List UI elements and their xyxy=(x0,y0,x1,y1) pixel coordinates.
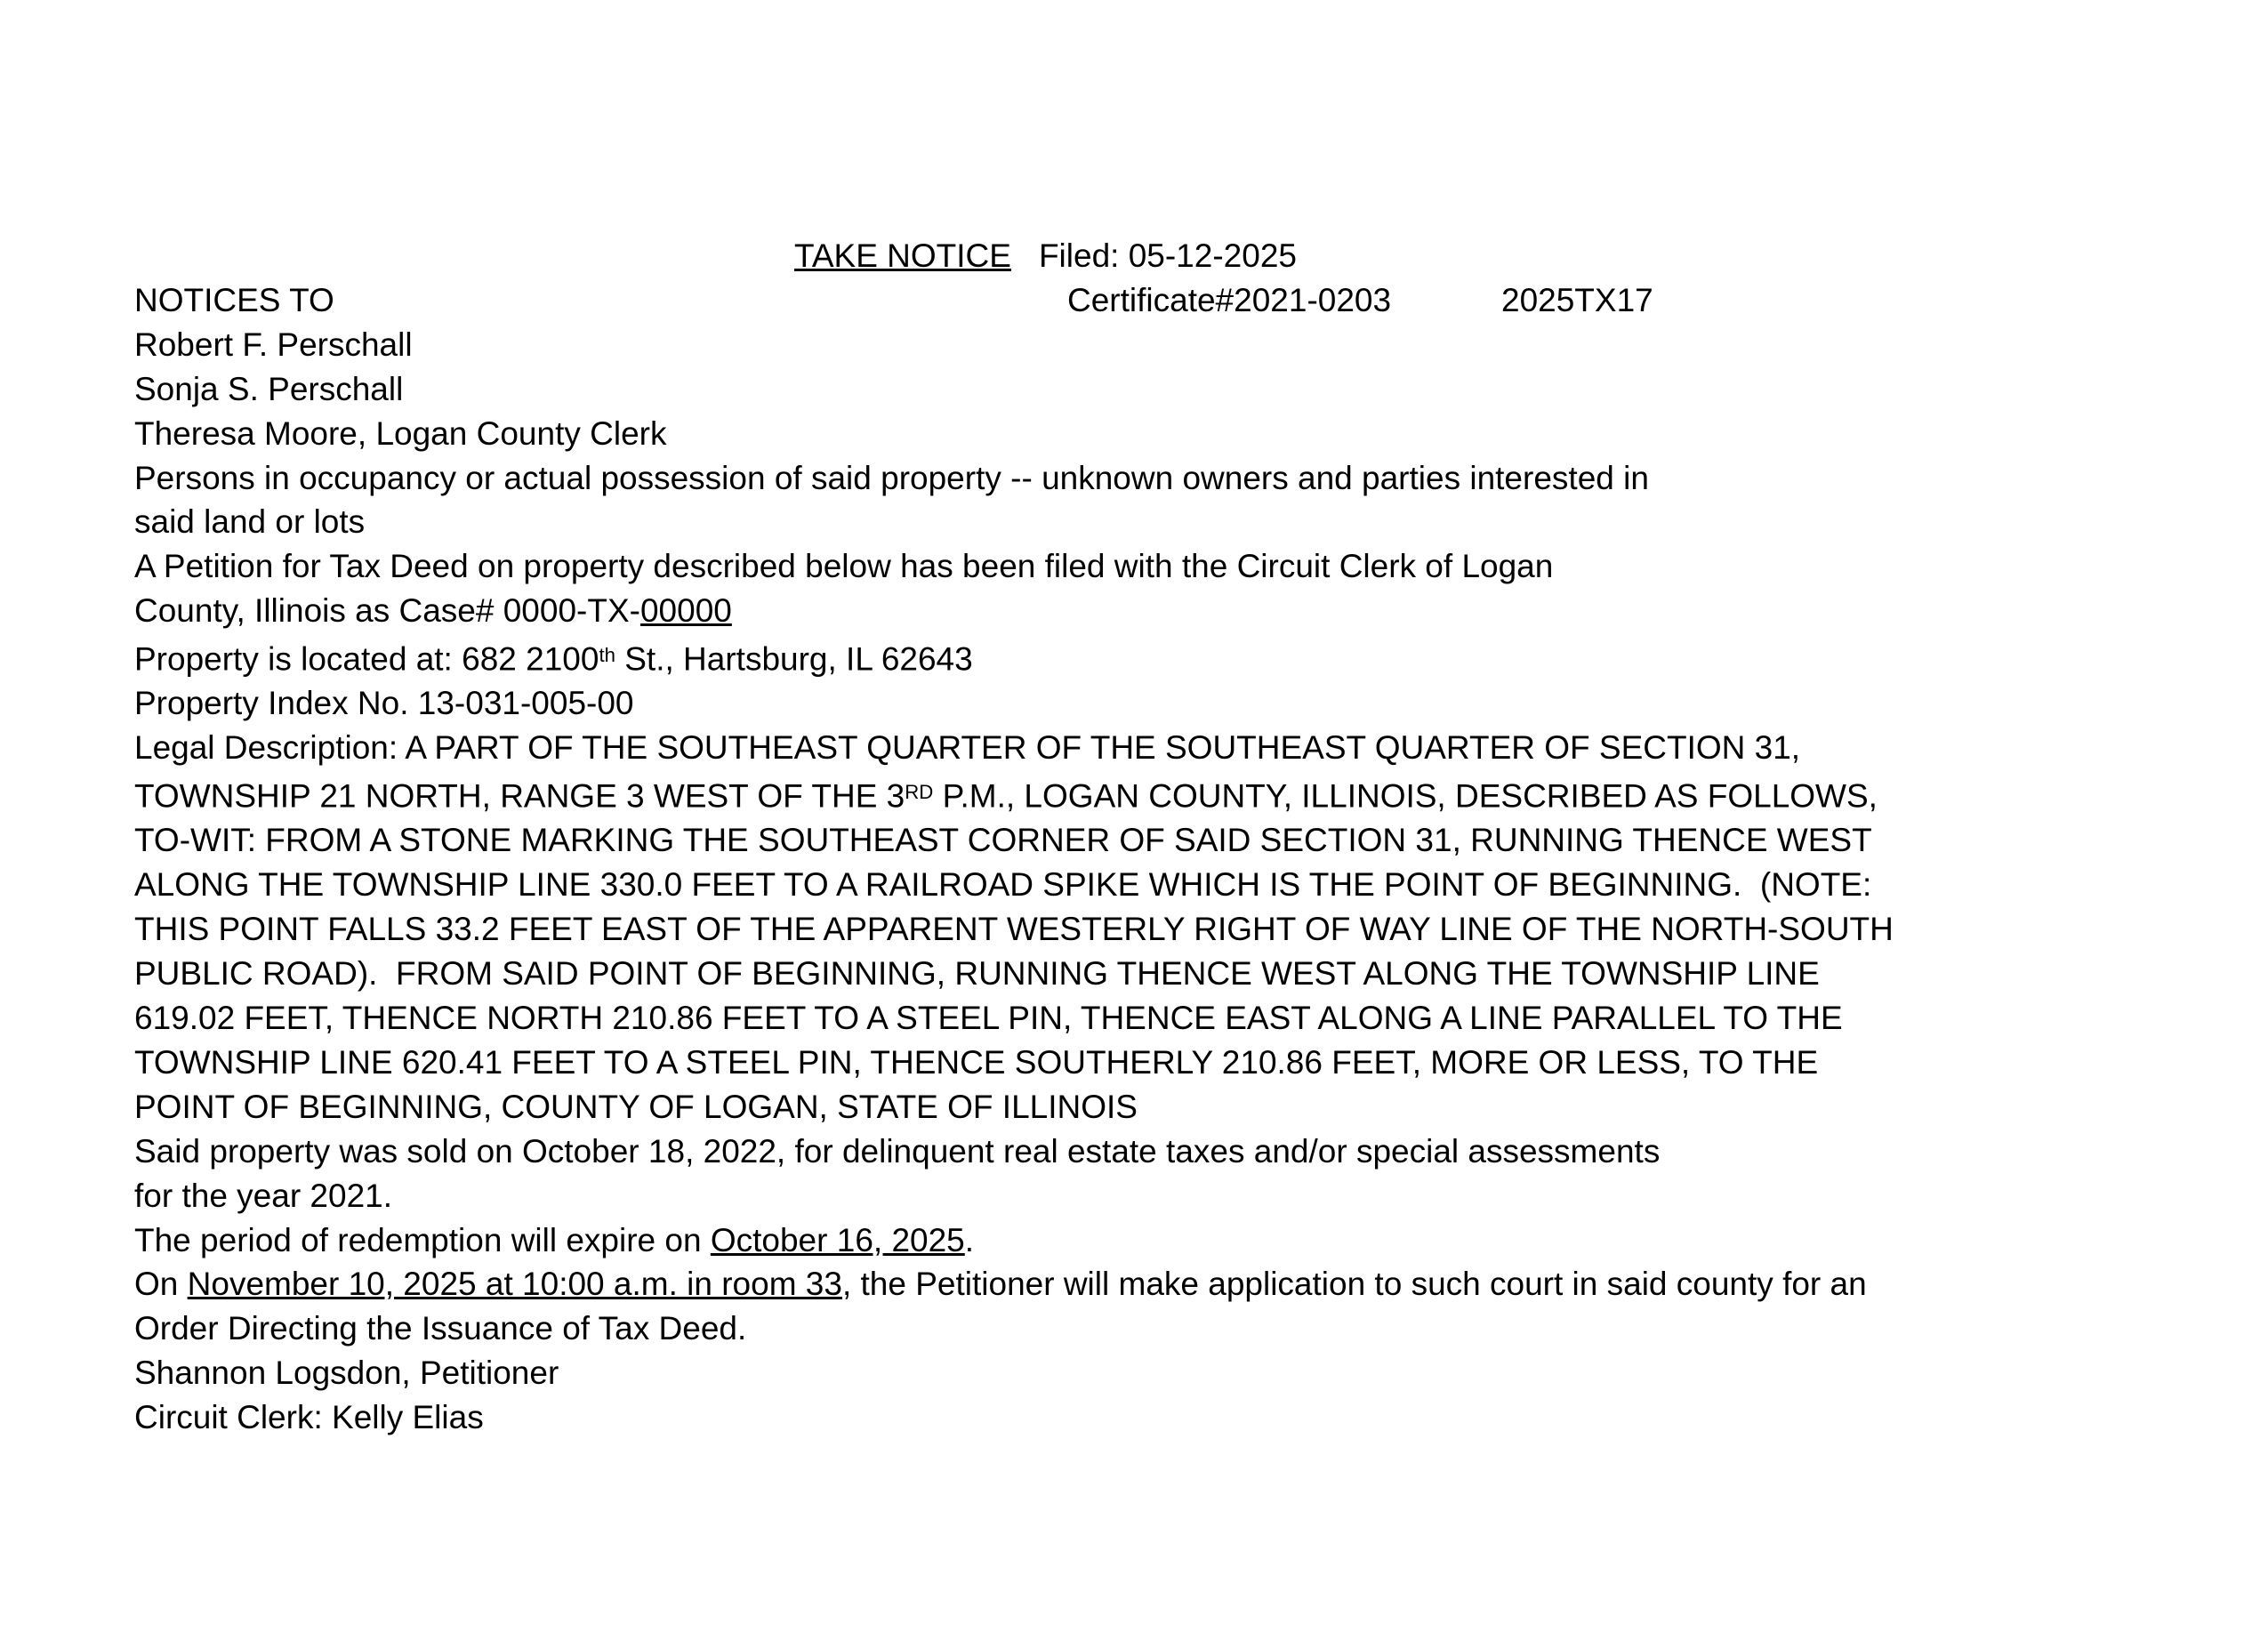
case-line xyxy=(134,589,2197,633)
certificate-number: Certificate#2021-0203 xyxy=(1067,281,1392,318)
circuit-clerk-line: Circuit Clerk: Kelly Elias xyxy=(134,1399,484,1436)
petition-line: A Petition for Tax Deed on property described below has been filed with the Circuit Clerk of Logan xyxy=(134,548,1554,585)
sale-line-1: Said property was sold on October 18, 2022, for delinquent real estate taxes and/or special assessments xyxy=(134,1132,1661,1170)
hearing-suffix: , the Petitioner will make application to such court in said county for an xyxy=(841,1266,1867,1303)
legal-ordinal-suffix: RD xyxy=(905,781,934,804)
address-suffix: St., Hartsburg, IL 62643 xyxy=(615,640,973,678)
legal-description-line-6: PUBLIC ROAD). FROM SAID POINT OF BEGINNING, RUNNING THENCE WEST ALONG THE TOWNSHIP LINE xyxy=(134,955,1820,993)
legal-description-line-9: POINT OF BEGINNING, COUNTY OF LOGAN, STATE OF ILLINOIS xyxy=(134,1088,1138,1125)
legal-description-line-3: TO-WIT: FROM A STONE MARKING THE SOUTHEAST CORNER OF SAID SECTION 31, RUNNING THENCE WEST xyxy=(134,822,1872,859)
legal-description-line-8: TOWNSHIP LINE 620.41 FEET TO A STEEL PIN, THENCE SOUTHERLY 210.86 FEET, MORE OR LESS, TO THE xyxy=(134,1043,1819,1081)
occupancy-line-1: Persons in occupancy or actual possession of said property -- unknown owners and parties interested in xyxy=(134,459,1649,496)
case-line-prefix: County, Illinois as Case# 0000-TX- xyxy=(134,592,640,630)
address-ordinal-suffix: th xyxy=(599,644,615,667)
notices-line xyxy=(134,278,2197,323)
redemption-suffix: . xyxy=(964,1221,975,1258)
notices-to-label: NOTICES TO xyxy=(134,281,334,318)
redemption-line xyxy=(134,1218,2197,1263)
legal-description-line-1: Legal Description: A PART OF THE SOUTHEAST QUARTER OF THE SOUTHEAST QUARTER OF SECTION 31, xyxy=(134,729,1801,767)
legal-line-2-prefix: TOWNSHIP 21 NORTH, RANGE 3 WEST OF THE 3 xyxy=(134,777,905,815)
filed-date: Filed: 05-12-2025 xyxy=(1038,237,1297,274)
property-index-line: Property Index No. 13-031-005-00 xyxy=(134,685,634,722)
sale-line-2: for the year 2021. xyxy=(134,1177,393,1214)
hearing-prefix: On xyxy=(134,1266,188,1303)
header-line xyxy=(134,234,2197,278)
legal-description-line-2 xyxy=(134,770,2197,818)
redemption-date-underlined: October 16, 2025 xyxy=(710,1221,965,1258)
case-number-underlined: 00000 xyxy=(639,592,732,630)
property-address-line xyxy=(134,633,2197,681)
legal-line-2-suffix: P.M., LOGAN COUNTY, ILLINOIS, DESCRIBED AS FOLLOWS, xyxy=(933,777,1878,815)
take-notice-title: TAKE NOTICE xyxy=(794,237,1011,274)
recipient-name-1: Robert F. Perschall xyxy=(134,326,413,363)
occupancy-line-2: said land or lots xyxy=(134,503,366,541)
legal-description-line-7: 619.02 FEET, THENCE NORTH 210.86 FEET TO A STEEL PIN, THENCE EAST ALONG A LINE PARALLEL TO THE xyxy=(134,1000,1843,1037)
tx-case-code: 2025TX17 xyxy=(1501,281,1653,318)
hearing-line xyxy=(134,1262,2197,1306)
petitioner-line: Shannon Logsdon, Petitioner xyxy=(134,1355,559,1392)
recipient-name-3: Theresa Moore, Logan County Clerk xyxy=(134,414,667,452)
order-line: Order Directing the Issuance of Tax Deed. xyxy=(134,1310,747,1347)
address-prefix: Property is located at: 682 2100 xyxy=(134,640,599,678)
legal-description-line-4: ALONG THE TOWNSHIP LINE 330.0 FEET TO A RAILROAD SPIKE WHICH IS THE POINT OF BEGINNING. (NOTE: xyxy=(134,866,1872,904)
legal-description-line-5: THIS POINT FALLS 33.2 FEET EAST OF THE APPARENT WESTERLY RIGHT OF WAY LINE OF THE NORTH-SOUTH xyxy=(134,911,1894,948)
redemption-prefix: The period of redemption will expire on xyxy=(134,1221,711,1258)
recipient-name-2: Sonja S. Perschall xyxy=(134,370,404,407)
hearing-date-underlined: November 10, 2025 at 10:00 a.m. in room 33 xyxy=(187,1266,842,1303)
